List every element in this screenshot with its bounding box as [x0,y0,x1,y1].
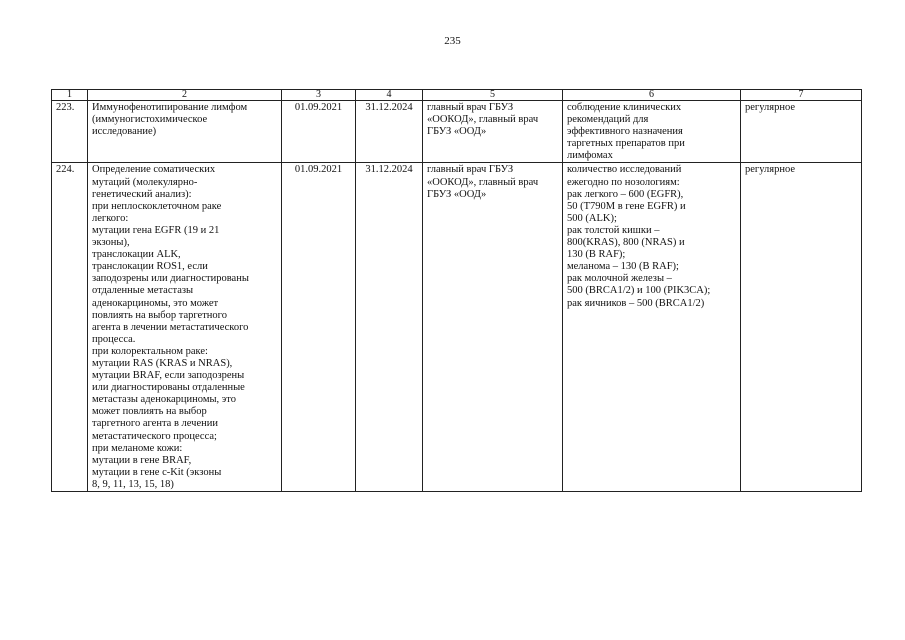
row-number: 223. [52,101,88,163]
column-header: 5 [423,90,563,101]
measure-name-line: при меланоме кожи: [92,442,183,454]
measure-name-line: агента в лечении метастатического [92,321,249,333]
responsible-line: ГБУЗ «ООД» [427,126,487,138]
responsible-cell [423,101,563,163]
indicator-line: 50 (T790M в гене EGFR) и [567,200,686,212]
responsible-cell [423,163,563,492]
table-row [52,163,862,492]
measure-name-line: аденокарциномы, это может [92,297,219,309]
type-cell: регулярное [741,163,862,492]
column-header: 2 [88,90,282,101]
indicator-line: рак молочной железы – [567,273,672,285]
column-header: 3 [282,90,356,101]
measure-name-line: мутаций (молекулярно- [92,176,198,188]
indicator-line: лимфомах [567,150,613,162]
type-cell: регулярное [741,101,862,163]
start-date: 01.09.2021 [282,163,356,492]
row-number: 224. [52,163,88,492]
indicator-line: рак легкого – 600 (EGFR), [567,188,684,200]
indicator-line: эффективного назначения [567,126,683,138]
indicator-line: 500 (ALK); [567,212,617,224]
indicator-line: ежегодно по нозологиям: [567,176,680,188]
indicator-line: 130 (B RAF); [567,249,626,261]
measure-name-line: транслокации ALK, [92,249,181,261]
column-header: 7 [741,90,862,101]
measure-name-line: при колоректальном раке: [92,345,208,357]
indicator-cell [563,101,741,163]
responsible-line: главный врач ГБУЗ [427,164,514,176]
end-date: 31.12.2024 [356,163,423,492]
measures-table [51,89,862,492]
indicator-line: рак толстой кишки – [567,224,660,236]
measure-name-line: заподозрены или диагностированы [92,273,249,285]
measure-name-line: отдаленные метастазы [92,285,194,297]
indicator-line: 500 (BRCA1/2) и 100 (PIK3CA); [567,285,711,297]
measure-name-line: или диагностированы отдаленные [92,382,245,394]
page-number: 235 [444,35,461,47]
measure-name-line: генетический анализ): [92,188,192,200]
indicator-cell [563,163,741,492]
measure-name-cell [88,163,282,492]
measure-name-line: легкого: [92,212,129,224]
column-header: 6 [563,90,741,101]
indicator-line: рак яичников – 500 (BRCA1/2) [567,297,705,309]
indicator-line: меланома – 130 (B RAF); [567,261,679,273]
measure-name-line: Иммунофенотипирование лимфом [92,102,248,113]
measure-name-line: метастатического процесса; [92,430,217,442]
measure-name-cell [88,101,282,163]
measure-name-line: может повлиять на выбор [92,406,207,418]
measure-name-line: процесса. [92,333,136,345]
measure-name-line: мутации гена EGFR (19 и 21 [92,224,220,236]
indicator-line: соблюдение клинических [567,102,682,113]
end-date: 31.12.2024 [356,101,423,163]
measure-name-line: исследование) [92,126,157,138]
responsible-line: ГБУЗ «ООД» [427,188,487,200]
measure-name-line: таргетного агента в лечении [92,418,218,430]
measure-name-line: повлиять на выбор таргетного [92,309,227,321]
measure-name-line: Определение соматических [92,164,216,176]
column-header: 4 [356,90,423,101]
measure-name-line: мутации RAS (KRAS и NRAS), [92,357,233,369]
measure-name-line: мутации BRAF, если заподозрены [92,370,245,382]
indicator-line: таргетных препаратов при [567,138,685,150]
table-row [52,101,862,163]
responsible-line: главный врач ГБУЗ [427,102,514,113]
indicator-line: рекомендаций для [567,114,649,126]
responsible-line: «ООКОД», главный врач [427,114,539,126]
measure-name-line: экзоны), [92,237,130,249]
measure-name-line: мутации в гене BRAF, [92,454,192,466]
start-date: 01.09.2021 [282,101,356,163]
header-row [52,90,862,101]
indicator-line: 800(KRAS), 800 (NRAS) и [567,237,685,249]
measure-name-line: метастазы аденокарциномы, это [92,394,236,406]
measure-name-line: транслокации ROS1, если [92,261,208,273]
measure-name-line: мутации в гене c-Kit (экзоны [92,466,222,478]
responsible-line: «ООКОД», главный врач [427,176,539,188]
column-header: 1 [52,90,88,101]
measure-name-line: 8, 9, 11, 13, 15, 18) [92,478,174,490]
measure-name-line: при неплоскоклеточном раке [92,200,222,212]
measure-name-line: (иммуногистохимическое [92,114,208,126]
indicator-line: количество исследований [567,164,682,176]
